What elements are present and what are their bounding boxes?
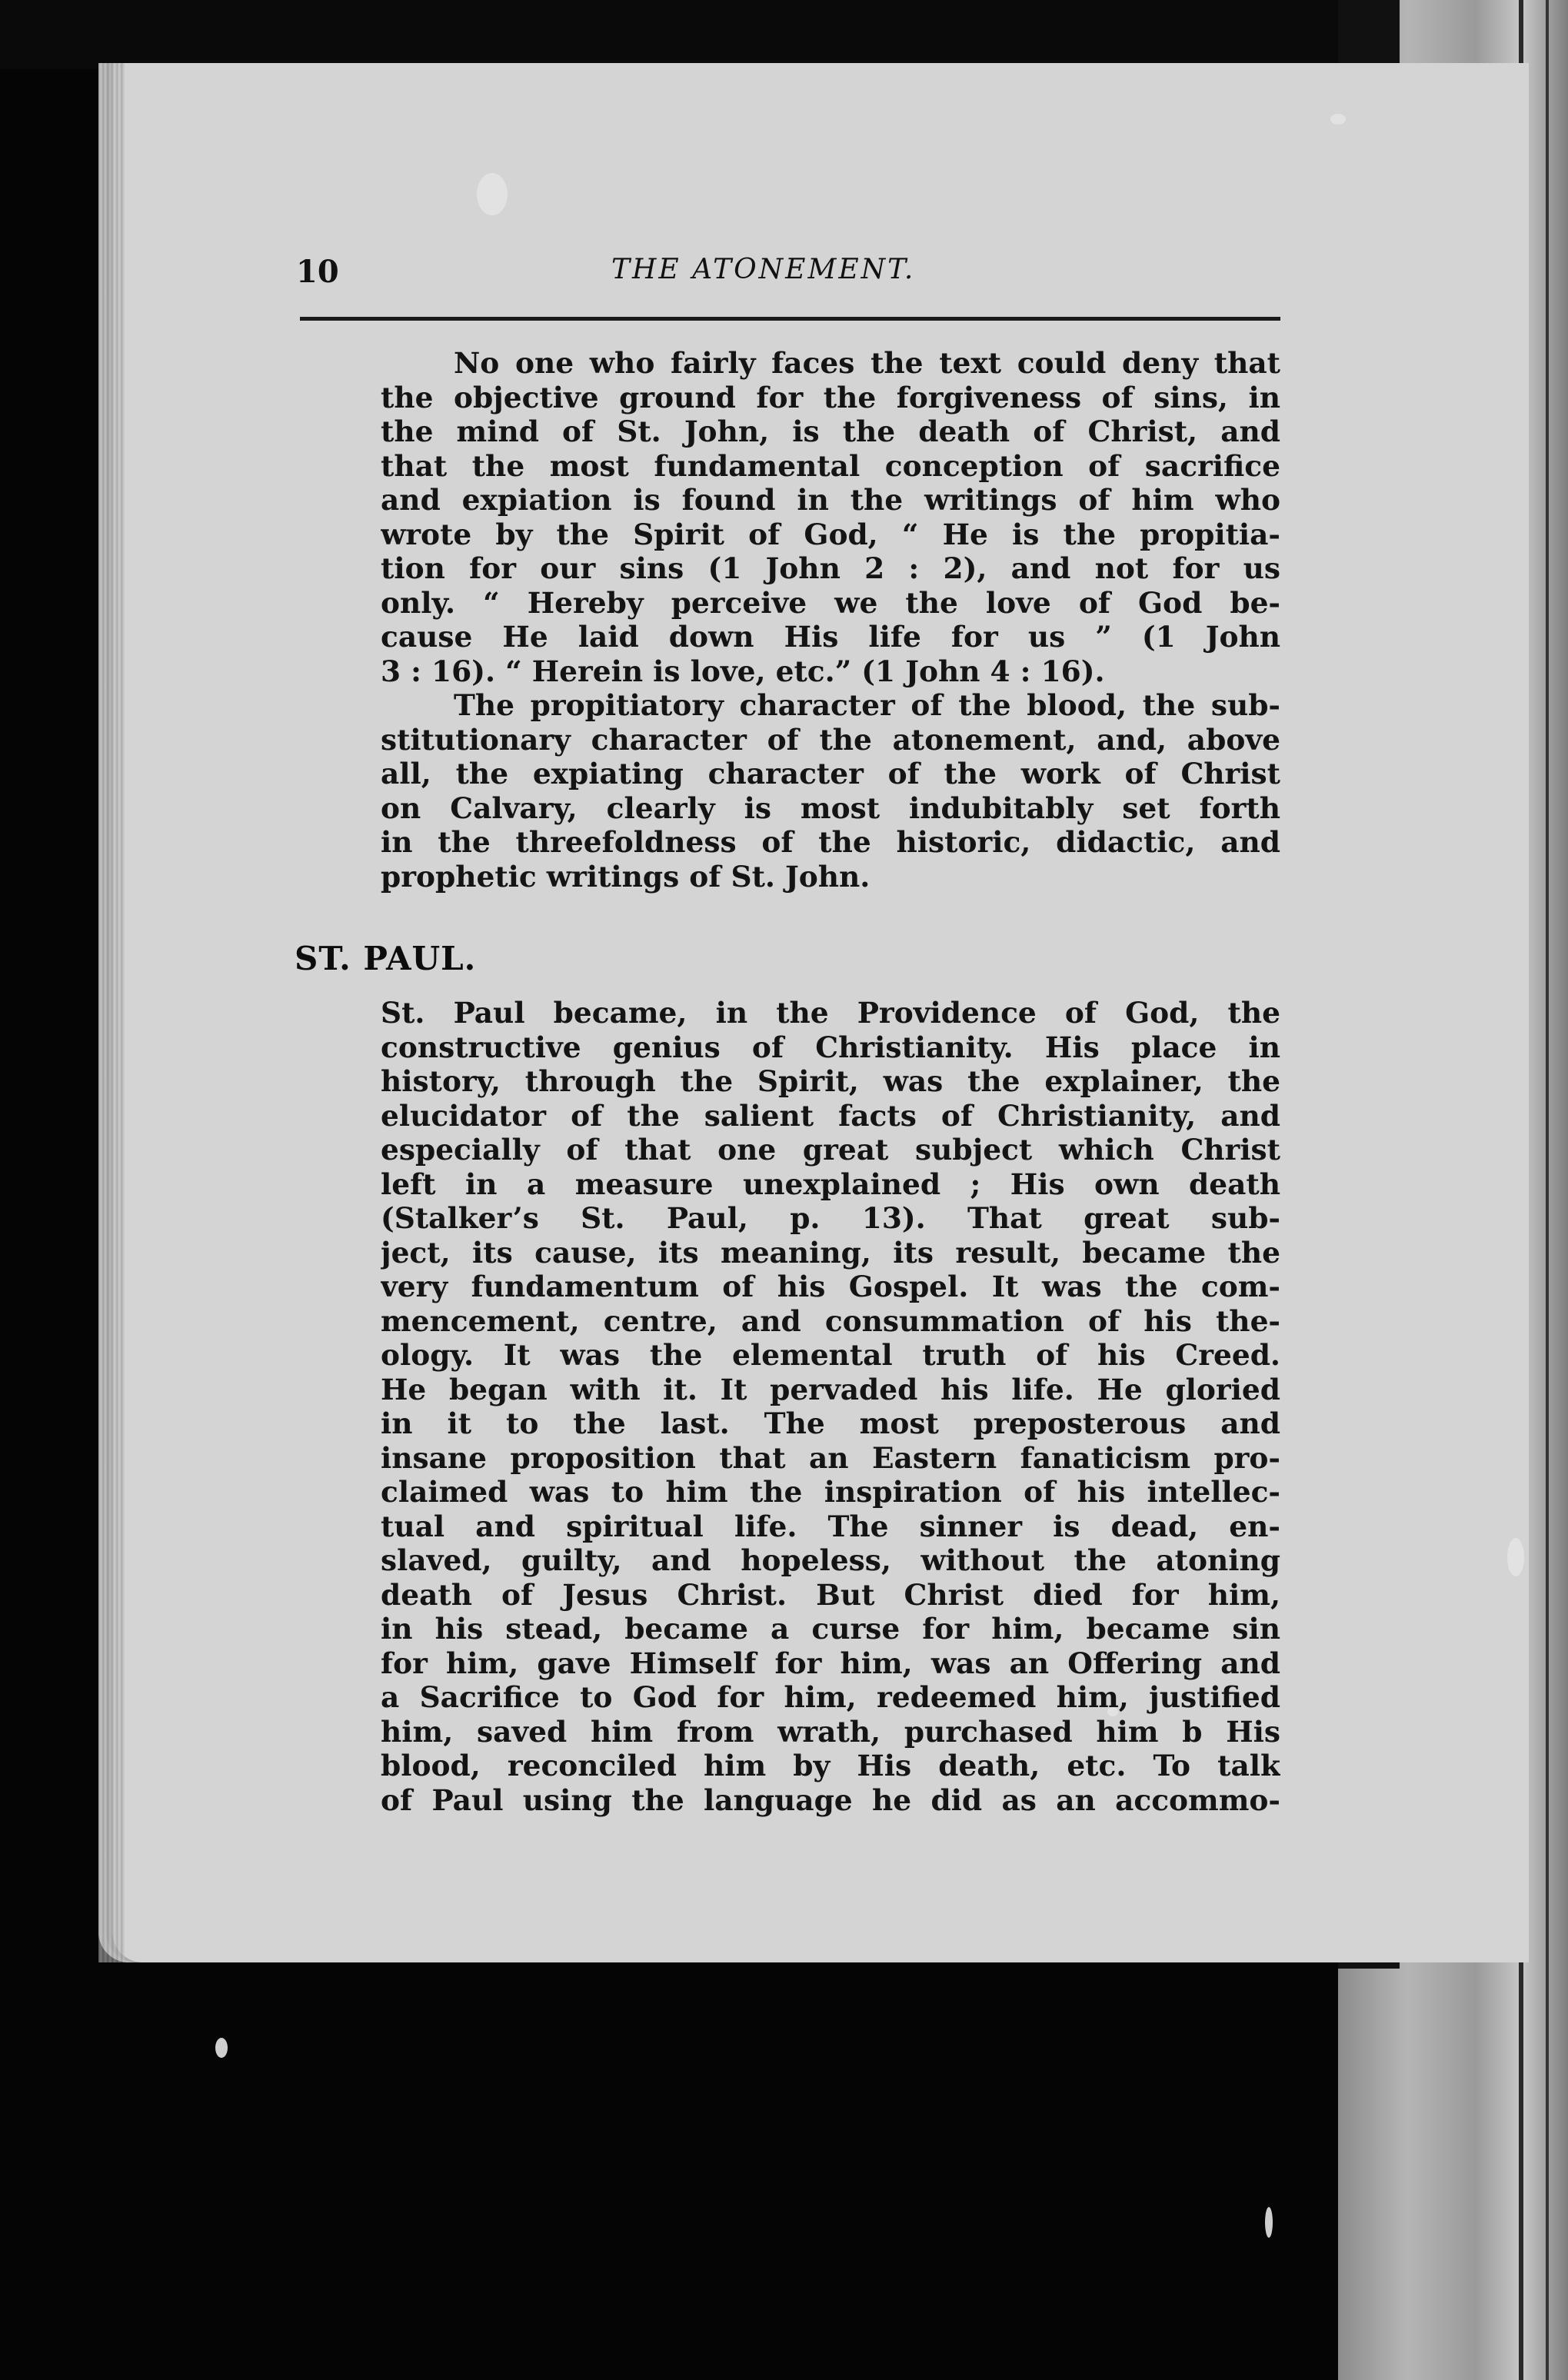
text-line: death of Jesus Christ. But Christ died for him, (381, 1577, 1280, 1612)
text-line: in his stead, became a curse for him, became sin (381, 1612, 1280, 1646)
text-line: all, the expiating character of the work of Christ (381, 757, 1280, 791)
paragraph (381, 346, 1280, 688)
text-line: (Stalker’s St. Paul, p. 13). That great sub- (381, 1201, 1280, 1235)
text-line: mencement, centre, and consummation of his the- (381, 1303, 1280, 1338)
text-line: constructive genius of Christianity. His place in (381, 1030, 1280, 1064)
dust-speck (1265, 2207, 1273, 2238)
text-line: left in a measure unexplained ; His own death (381, 1167, 1280, 1201)
text-line: very fundamentum of his Gospel. It was the com- (381, 1270, 1280, 1303)
dust-speck (477, 173, 508, 215)
text-line: the mind of St. John, is the death of Christ, and (381, 414, 1280, 448)
text-line: on Calvary, clearly is most indubitably set forth (381, 791, 1280, 825)
text-line: tual and spiritual life. The sinner is dead, en- (381, 1509, 1280, 1543)
text-line: that the most fundamental conception of sacrifice (381, 448, 1280, 483)
text-line: ject, its cause, its meaning, its result, became the (381, 1235, 1280, 1270)
text-line: the objective ground for the forgiveness of sins, in (381, 380, 1280, 414)
page-number: 10 (296, 254, 339, 290)
text-line: him, saved him from wrath, purchased him b His (381, 1714, 1280, 1749)
text-line: for him, gave Himself for him, was an Offering and (381, 1646, 1280, 1680)
text-line: stitutionary character of the atonement, and, above (381, 722, 1280, 757)
text-line: a Sacrifice to God for him, redeemed him, justified (381, 1680, 1280, 1714)
text-line: slaved, guilty, and hopeless, without the atoning (381, 1543, 1280, 1577)
text-line: The propitiatory character of the blood, the sub- (454, 688, 1280, 722)
dust-speck (215, 2038, 228, 2058)
page-binding-edge (98, 63, 125, 1962)
scan-top-border (0, 0, 1568, 69)
text-line: history, through the Spirit, was the explainer, the (381, 1064, 1280, 1098)
text-line: of Paul using the language he did as an accommo- (381, 1783, 1280, 1817)
text-line: 3 : 16). “ Herein is love, etc.” (1 John 4 : 16). (381, 654, 1105, 688)
dust-speck (1507, 1538, 1524, 1576)
text-line: He began with it. It pervaded his life. He gloried (381, 1372, 1280, 1406)
section-heading: ST. PAUL. (295, 940, 477, 977)
header-rule (300, 317, 1280, 321)
text-line: cause He laid down His life for us ” (1 John (381, 620, 1280, 654)
text-line: insane proposition that an Eastern fanaticism pro- (381, 1440, 1280, 1475)
text-line: St. Paul became, in the Providence of God, the (381, 996, 1280, 1030)
body-text-top (381, 346, 1280, 894)
text-line: prophetic writings of St. John. (381, 859, 871, 894)
text-line: elucidator of the salient facts of Christianity, and (381, 1098, 1280, 1133)
text-line: ology. It was the elemental truth of his Creed. (381, 1338, 1280, 1372)
text-line: in it to the last. The most preposterous and (381, 1406, 1280, 1440)
text-line: No one who fairly faces the text could deny that (454, 346, 1280, 380)
running-title: THE ATONEMENT. (611, 254, 916, 285)
text-line: claimed was to him the inspiration of his intellec- (381, 1475, 1280, 1509)
paragraph (381, 688, 1280, 894)
text-line: tion for our sins (1 John 2 : 2), and not for us (381, 551, 1280, 585)
section-body (381, 996, 1280, 1817)
page-header (296, 254, 1284, 300)
text-line: in the threefoldness of the historic, didactic, and (381, 825, 1280, 859)
text-line: wrote by the Spirit of God, “ He is the propitia- (381, 517, 1280, 551)
text-line: only. “ Hereby perceive we the love of God be- (381, 585, 1280, 620)
page-edge-line (1546, 0, 1549, 2380)
dust-speck (1330, 114, 1346, 125)
text-line: and expiation is found in the writings of him who (381, 483, 1280, 517)
text-line: especially of that one great subject which Christ (381, 1133, 1280, 1167)
text-line: blood, reconciled him by His death, etc. To talk (381, 1749, 1280, 1783)
